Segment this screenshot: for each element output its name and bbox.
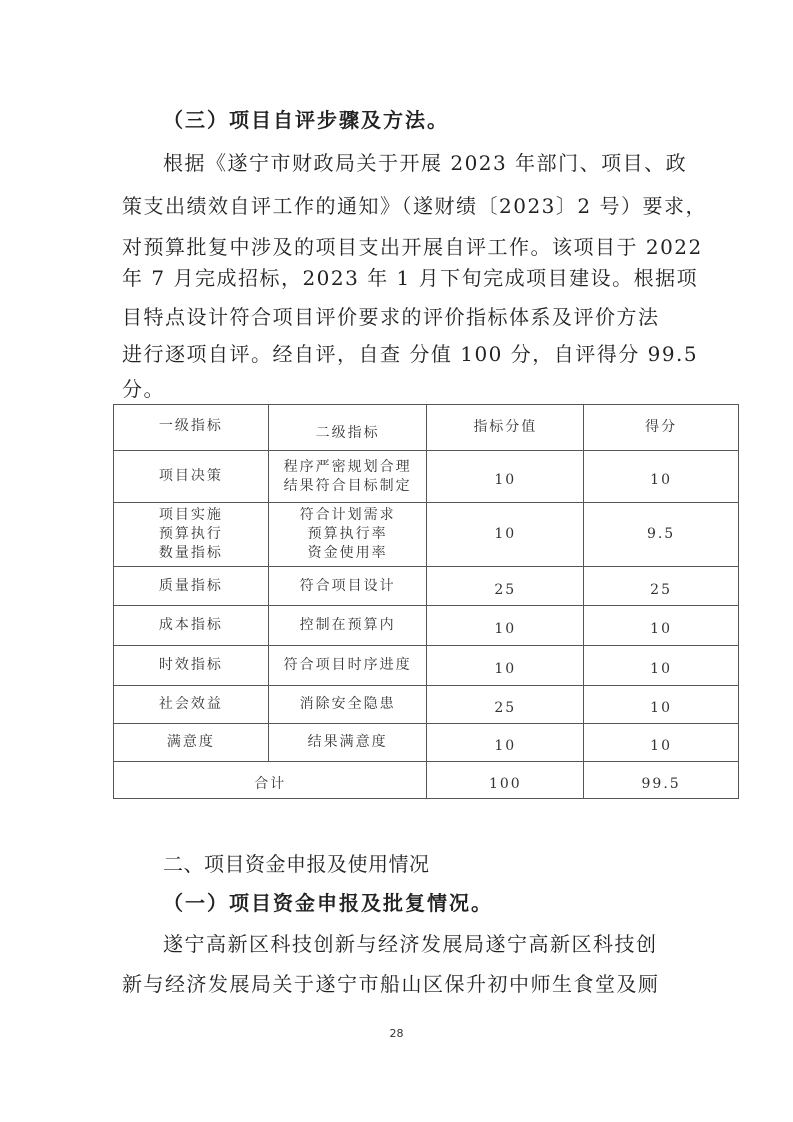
header-level2: 二级指标: [268, 405, 427, 451]
evaluation-table: [113, 404, 739, 799]
cell-score: 10: [584, 724, 739, 762]
cell-score-value: 10: [427, 646, 584, 686]
table-row: [114, 686, 739, 724]
paragraph-line: 策支出绩效自评工作的通知》（遂财绩〔2023〕2 号）要求，: [122, 194, 707, 218]
section-heading: （三）项目自评步骤及方法。: [163, 108, 449, 132]
cell-level1: 满意度: [114, 724, 269, 762]
cell-score-value: 10: [427, 451, 584, 503]
table-row: [114, 606, 739, 646]
table-header-row: [114, 405, 739, 451]
paragraph-line: 目特点设计符合项目评价要求的评价指标体系及评价方法: [122, 305, 660, 329]
cell-score: 10: [584, 686, 739, 724]
cell-level2: 符合计划需求 预算执行率 资金使用率: [268, 503, 427, 567]
total-score: 99.5: [584, 762, 739, 799]
table-row: [114, 567, 739, 606]
cell-level2: 符合项目设计: [268, 567, 427, 606]
cell-score: 10: [584, 646, 739, 686]
total-label: 合计: [114, 762, 427, 799]
cell-level1: 成本指标: [114, 606, 269, 646]
paragraph-line: 对预算批复中涉及的项目支出开展自评工作。该项目于 2022: [122, 235, 703, 259]
cell-level2: 消除安全隐患: [268, 686, 427, 724]
cell-score-value: 10: [427, 606, 584, 646]
cell-score: 10: [584, 451, 739, 503]
cell-level2: 结果满意度: [268, 724, 427, 762]
table-total-row: [114, 762, 739, 799]
cell-score-value: 10: [427, 503, 584, 567]
cell-level1: 时效指标: [114, 646, 269, 686]
header-score-value: 指标分值: [427, 405, 584, 451]
total-score-value: 100: [427, 762, 584, 799]
cell-level1: 质量指标: [114, 567, 269, 606]
table-row: [114, 724, 739, 762]
cell-level1: 项目实施 预算执行 数量指标: [114, 503, 269, 567]
paragraph-line: 进行逐项自评。经自评，自查 分值 100 分，自评得分 99.5: [122, 342, 699, 366]
cell-level1: 项目决策: [114, 451, 269, 503]
paragraph-line: 年 7 月完成招标，2023 年 1 月下旬完成项目建设。根据项: [122, 266, 699, 290]
cell-score: 25: [584, 567, 739, 606]
header-level1: 一级指标: [114, 405, 269, 451]
cell-score-value: 10: [427, 724, 584, 762]
table-row: [114, 503, 739, 567]
cell-level2: 程序严密规划合理 结果符合目标制定: [268, 451, 427, 503]
paragraph-line: 根据《遂宁市财政局关于开展 2023 年部门、项目、政: [163, 151, 688, 175]
page-number: 28: [389, 1027, 404, 1040]
cell-score-value: 25: [427, 567, 584, 606]
paragraph-line: 分。: [122, 377, 165, 401]
paragraph-line: 遂宁高新区科技创新与经济发展局遂宁高新区科技创: [163, 932, 658, 956]
cell-score-value: 25: [427, 686, 584, 724]
subsection-heading: （一）项目资金申报及批复情况。: [163, 891, 493, 915]
cell-score: 9.5: [584, 503, 739, 567]
cell-level2: 符合项目时序进度: [268, 646, 427, 686]
cell-score: 10: [584, 606, 739, 646]
table-row: [114, 646, 739, 686]
table-row: [114, 451, 739, 503]
paragraph-line: 新与经济发展局关于遂宁市船山区保升初中师生食堂及厕: [122, 972, 660, 996]
section-heading: 二、项目资金申报及使用情况: [163, 852, 430, 876]
cell-level2: 控制在预算内: [268, 606, 427, 646]
cell-level1: 社会效益: [114, 686, 269, 724]
header-score: 得分: [584, 405, 739, 451]
